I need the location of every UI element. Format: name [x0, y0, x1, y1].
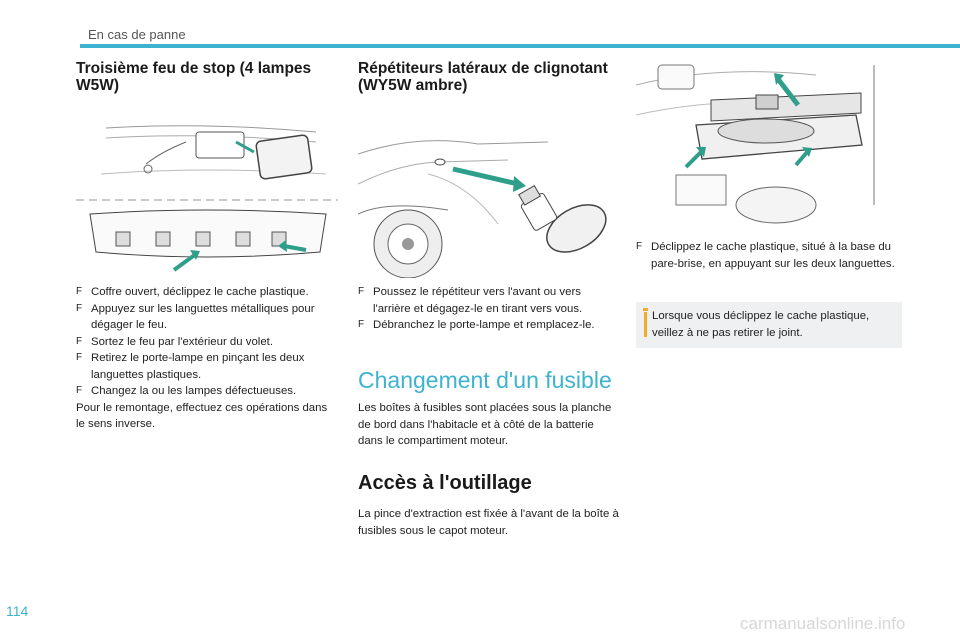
tool-access-title: Accès à l'outillage — [358, 472, 532, 494]
info-icon — [643, 308, 648, 311]
header-rule — [80, 44, 960, 48]
fuse-change-text: Les boîtes à fusibles sont placées sous la planche de bord dans l'habitacle et à côté de la batterie dans le compartiment moteur. — [358, 402, 612, 447]
side-repeater-heading: Répétiteurs latéraux de clignotant (WY5W ambre) — [358, 60, 608, 94]
list-item: F Déclippez le cache plastique, situé à la base du pare-brise, en appuyant sur les deux languettes. — [636, 241, 895, 270]
bullet-marker: F — [636, 241, 643, 252]
bullet-marker: F — [76, 286, 83, 297]
bullet-marker: F — [76, 385, 83, 396]
col1-steps — [76, 284, 338, 433]
third-brake-light-heading: Troisième feu de stop (4 lampes W5W) — [76, 60, 312, 94]
list-item: F Changez la ou les lampes défectueuses. — [76, 383, 338, 400]
list-item: F Sortez le feu par l'extérieur du volet. — [76, 334, 338, 351]
third-brake-light-illustration — [76, 114, 338, 278]
tool-access-text: La pince d'extraction est fixée à l'avant de la boîte à fusibles sous le capot moteur. — [358, 508, 619, 537]
bullet-marker: F — [358, 319, 365, 330]
fuse-change-title: Changement d'un fusible — [358, 367, 612, 393]
bullet-marker: F — [358, 286, 365, 297]
info-note-text: Lorsque vous déclippez le cache plastique, veillez à ne pas retirer le joint. — [652, 310, 870, 339]
bullet-marker: F — [76, 352, 83, 363]
list-item: F Appuyez sur les languettes métalliques pour dégager le feu. — [76, 302, 315, 331]
closing-text: Pour le remontage, effectuez ces opérations dans le sens inverse. — [76, 401, 328, 430]
list-item: F Retirez le porte-lampe en pinçant les deux languettes plastiques. — [76, 352, 305, 381]
col2-steps — [358, 284, 620, 334]
bullet-marker: F — [76, 335, 83, 347]
list-item: F Poussez le répétiteur vers l'avant ou vers l'arrière et dégagez-le en tirant vers vous. — [358, 286, 583, 315]
windscreen-cover-illustration — [636, 55, 906, 235]
list-item: F Débranchez le porte-lampe et remplacez-le. — [358, 317, 620, 334]
bullet-marker: F — [76, 302, 83, 314]
page-number: 114 — [6, 603, 29, 619]
side-repeater-illustration — [358, 114, 620, 278]
info-note — [636, 302, 902, 348]
watermark: carmanualsonline.info — [740, 614, 906, 633]
info-icon-bar — [644, 312, 647, 337]
list-item: F Coffre ouvert, déclippez le cache plastique. — [76, 284, 338, 301]
col3-steps — [636, 239, 902, 272]
section-header-title: En cas de panne — [88, 27, 186, 42]
